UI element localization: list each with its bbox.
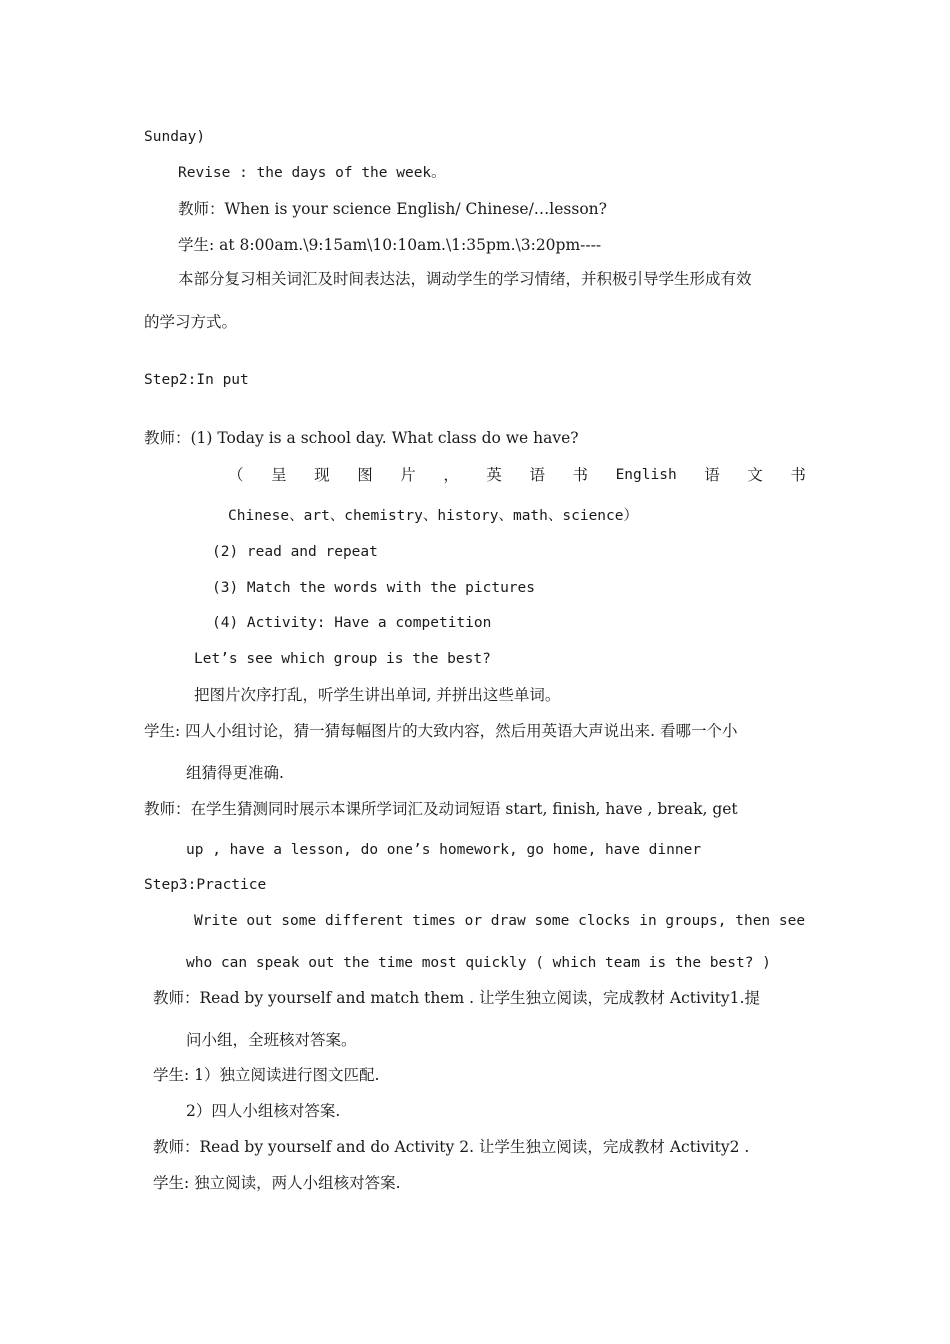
spread-char: 呈: [271, 466, 287, 484]
spread-char: 书: [572, 466, 589, 484]
spread-char: 现: [314, 466, 330, 484]
spread-char: （: [228, 466, 244, 484]
text-line: 2）四人小组核对答案.: [186, 1102, 341, 1120]
text-line: Let’s see which group is the best?: [194, 651, 491, 667]
text-line: 组猜得更准确.: [186, 764, 284, 782]
spread-char: 图: [357, 466, 373, 484]
spread-char: 语: [529, 466, 545, 484]
text-line: 教师：When is your science English/ Chinese/…lesson?: [178, 200, 607, 218]
text-line: 把图片次序打乱，听学生讲出单词, 并拼出这些单词。: [194, 686, 561, 704]
text-line: 教师：Read by yourself and match them . 让学生独立阅读，完成教材 Activity1.提: [153, 989, 760, 1007]
text-line: 学生: at 8:00am.\9:15am\10:10am.\1:35pm.\3:20pm----: [178, 236, 602, 254]
text-line: Chinese、art、chemistry、history、math、science）: [228, 508, 638, 524]
text-line: 问小组，全班核对答案。: [186, 1031, 357, 1049]
text-line: 的学习方式。: [144, 313, 238, 331]
text-line: 学生: 1）独立阅读进行图文匹配.: [153, 1066, 380, 1084]
text-line: 教师：Read by yourself and do Activity 2. 让学生独立阅读，完成教材 Activity2 .: [153, 1138, 750, 1156]
text-line: (4) Activity: Have a competition: [212, 615, 492, 631]
spread-char: 文: [747, 466, 763, 484]
spread-word: English: [615, 467, 677, 483]
spread-char: 英: [486, 466, 502, 484]
text-line: (3) Match the words with the pictures: [212, 580, 536, 596]
text-line: who can speak out the time most quickly ( which team is the best? ): [186, 955, 771, 971]
text-line: Write out some different times or draw some clocks in groups, then see: [194, 913, 806, 929]
text-line: Revise : the days of the week。: [178, 165, 446, 181]
text-line: 教师：在学生猜测同时展示本课所学词汇及动词短语 start, finish, have , break, get: [144, 800, 738, 818]
spread-char: 语: [704, 466, 720, 484]
text-line: 教师：(1) Today is a school day. What class do we have?: [144, 429, 579, 447]
spread-char: 书: [790, 466, 806, 484]
spread-char: ，: [443, 466, 459, 484]
step-heading: Step2:In put: [144, 372, 249, 388]
text-line: 学生: 独立阅读，两人小组核对答案.: [153, 1174, 401, 1192]
text-line: Sunday): [144, 129, 206, 145]
spread-text-line: [228, 466, 806, 484]
step-heading: Step3:Practice: [144, 877, 267, 893]
text-line: 学生: 四人小组讨论，猜一猜每幅图片的大致内容，然后用英语大声说出来. 看哪一个小: [144, 722, 738, 740]
text-line: 本部分复习相关词汇及时间表达法，调动学生的学习情绪，并积极引导学生形成有效: [178, 270, 752, 288]
spread-char: 片: [400, 466, 416, 484]
text-line: up , have a lesson, do one’s homework, go home, have dinner: [186, 842, 702, 858]
text-line: (2) read and repeat: [212, 544, 378, 560]
